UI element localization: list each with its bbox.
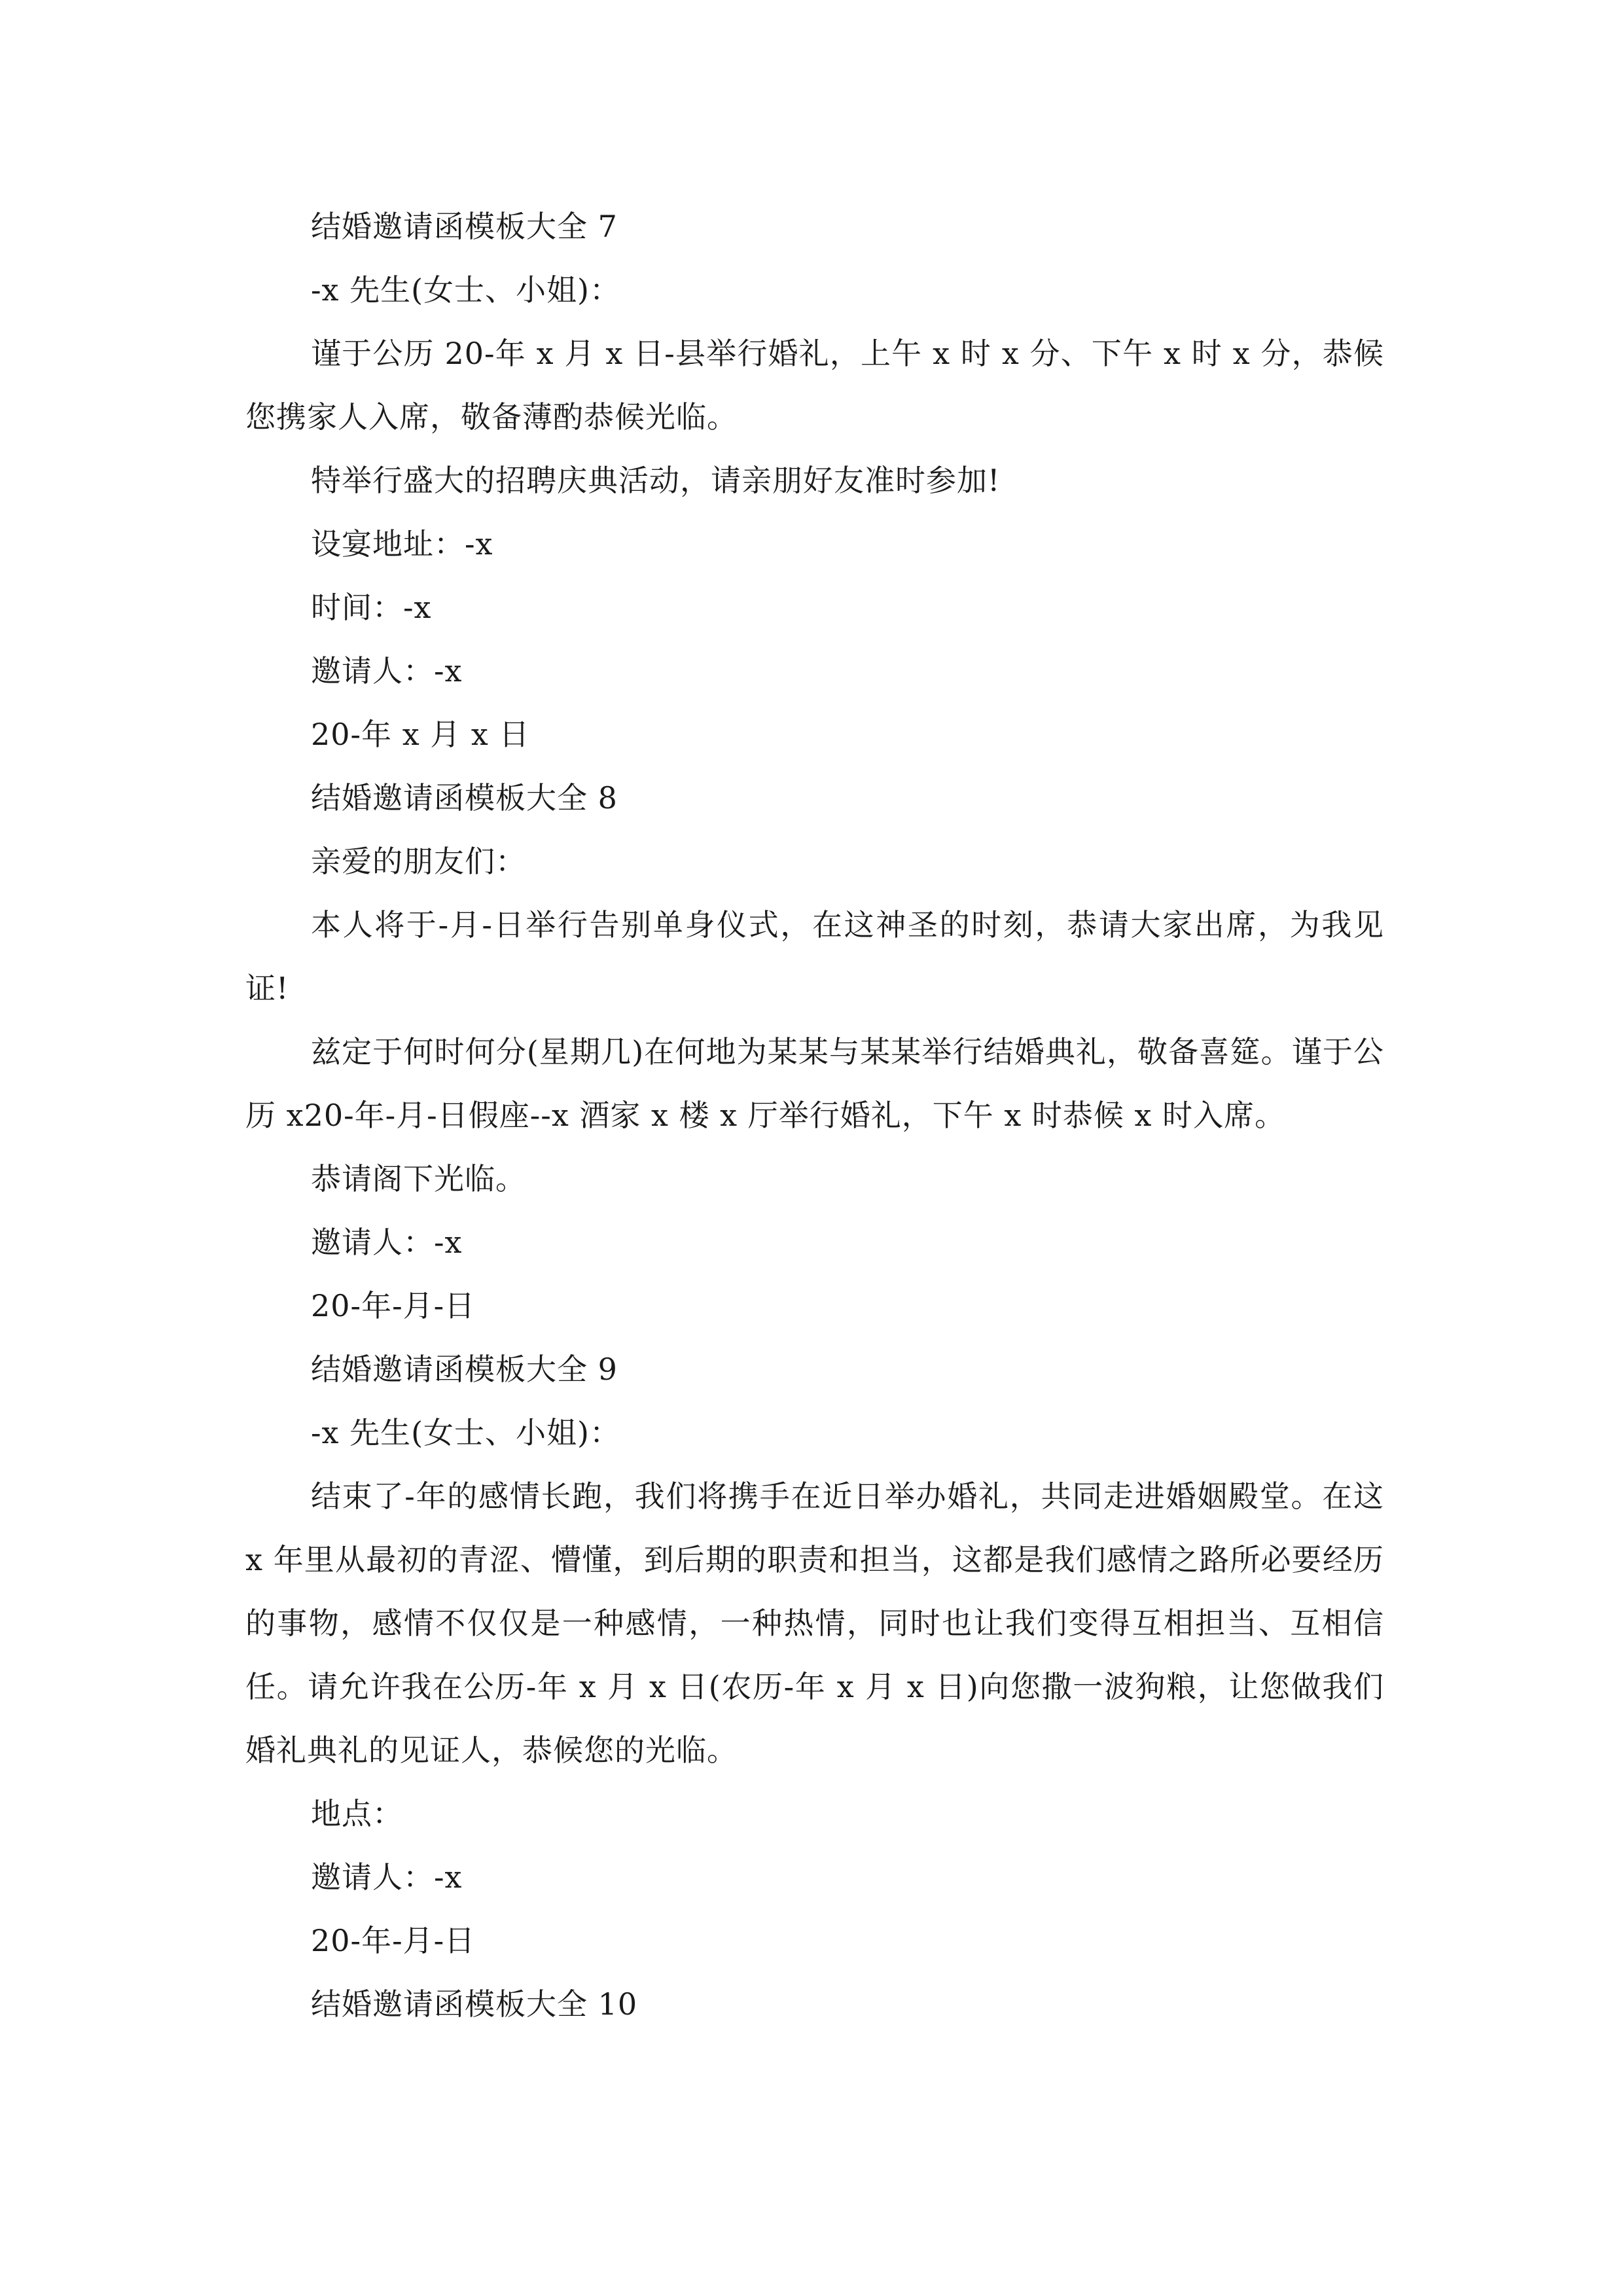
section-8-salutation: 亲爱的朋友们：: [311, 844, 526, 879]
section-7-date: 20-年 x 月 x 日: [311, 717, 530, 752]
section-7-heading: 结婚邀请函模板大全 7: [311, 209, 618, 244]
section-9-heading: 结婚邀请函模板大全 9: [311, 1352, 618, 1387]
section-9-paragraph-1: 结束了-年的感情长跑，我们将携手在近日举办婚礼，共同走进婚姻殿堂。在这 x 年里从最初的青涩、懵懂，到后期的职责和担当，这都是我们感情之路所必要经历的事物，感情不仅仅是一种感情，一种热情，同时也让我们变得互相担当、互相信任。请允许我在公历-年 x 月 x 日(农历-年 x 月 x 日)向您撒一波狗粮，让您做我们婚礼典礼的见证人，恭候您的光临。: [245, 1479, 1384, 1768]
section-7-inviter: 邀请人：-x: [311, 653, 463, 689]
section-9-date: 20-年-月-日: [311, 1923, 476, 1958]
section-7-venue: 设宴地址：-x: [311, 526, 493, 562]
section-8-paragraph-1: 本人将于-月-日举行告别单身仪式，在这神圣的时刻，恭请大家出席，为我见证!: [245, 907, 1384, 1006]
section-8-inviter: 邀请人：-x: [311, 1225, 463, 1260]
section-8-paragraph-2: 兹定于何时何分(星期几)在何地为某某与某某举行结婚典礼，敬备喜筵。谨于公历 x20-年-月-日假座--x 酒家 x 楼 x 厅举行婚礼，下午 x 时恭候 x 时入席。: [245, 1034, 1384, 1133]
section-8-closing: 恭请阁下光临。: [311, 1161, 526, 1196]
section-10-heading: 结婚邀请函模板大全 10: [311, 1986, 638, 2022]
section-9-location: 地点：: [311, 1796, 403, 1831]
section-9-inviter: 邀请人：-x: [311, 1859, 463, 1895]
document-body: [245, 195, 1384, 2036]
section-7-paragraph-2: 特举行盛大的招聘庆典活动，请亲朋好友准时参加!: [311, 463, 1001, 498]
section-8-date: 20-年-月-日: [311, 1288, 476, 1323]
section-7-paragraph-1: 谨于公历 20-年 x 月 x 日-县举行婚礼，上午 x 时 x 分、下午 x 时 x 分，恭候您携家人入席，敬备薄酌恭候光临。: [245, 336, 1384, 435]
section-7-salutation: -x 先生(女士、小姐)：: [311, 272, 620, 308]
section-7-time: 时间：-x: [311, 590, 432, 625]
section-9-salutation: -x 先生(女士、小姐)：: [311, 1415, 620, 1450]
section-8-heading: 结婚邀请函模板大全 8: [311, 780, 618, 816]
